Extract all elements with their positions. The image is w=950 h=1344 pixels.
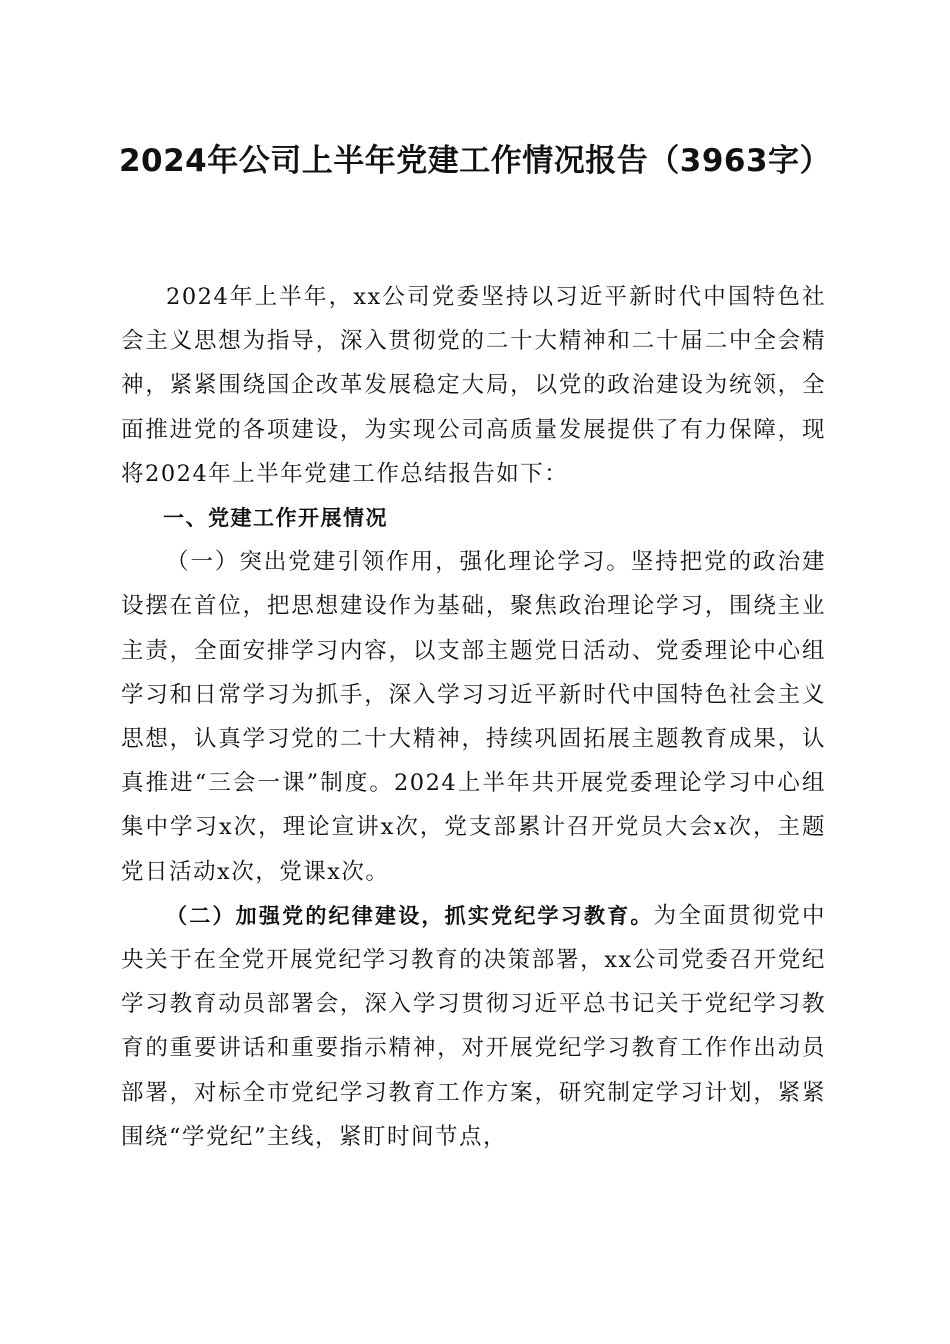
item-1-body: 坚持把党的政治建设摆在首位，把思想建设作为基础，聚焦政治理论学习，围绕主业主责，全面安排学习内容，以支部主题党日活动、党委理论中心组学习和日常学习为抓手，深入学习习近平新时代中国特色社会主义思想，认真学习党的二十大精神，持续巩固拓展主题教育成果，认真推进“三会一课”制度。2024上半年共开展党委理论学习中心组集中学习x次，理论宣讲x次，党支部累计召开党员大会x次，主题党日活动x次，党课x次。 — [121, 549, 826, 885]
item-1-lead: （一）突出党建引领作用，强化理论学习。 — [166, 549, 631, 576]
paragraph-item-1 — [121, 540, 826, 894]
item-2-body: 为全面贯彻党中央关于在全党开展党纪学习教育的决策部署，xx公司党委召开党纪学习教育动员部署会，深入学习贯彻习近平总书记关于党纪学习教育的重要讲话和重要指示精神，对开展党纪学习教育工作作出动员部署，对标全市党纪学习教育工作方案，研究制定学习计划，紧紧围绕“学党纪”主线，紧盯时间节点， — [121, 902, 826, 1150]
intro-paragraph: 2024年上半年，xx公司党委坚持以习近平新时代中国特色社会主义思想为指导，深入贯彻党的二十大精神和二十届二中全会精神，紧紧围绕国企改革发展稳定大局，以党的政治建设为统领，全面推进党的各项建设，为实现公司高质量发展提供了有力保障，现将2024年上半年党建工作总结报告如下： — [121, 284, 826, 487]
paragraph-item-2 — [121, 894, 826, 1159]
item-2-lead: （二）加强党的纪律建设，抓实党纪学习教育。 — [166, 903, 654, 928]
document-body — [121, 275, 826, 1159]
section-heading: 一、党建工作开展情况 — [163, 506, 388, 531]
document-title: 2024年公司上半年党建工作情况报告（3963字） — [118, 143, 832, 179]
